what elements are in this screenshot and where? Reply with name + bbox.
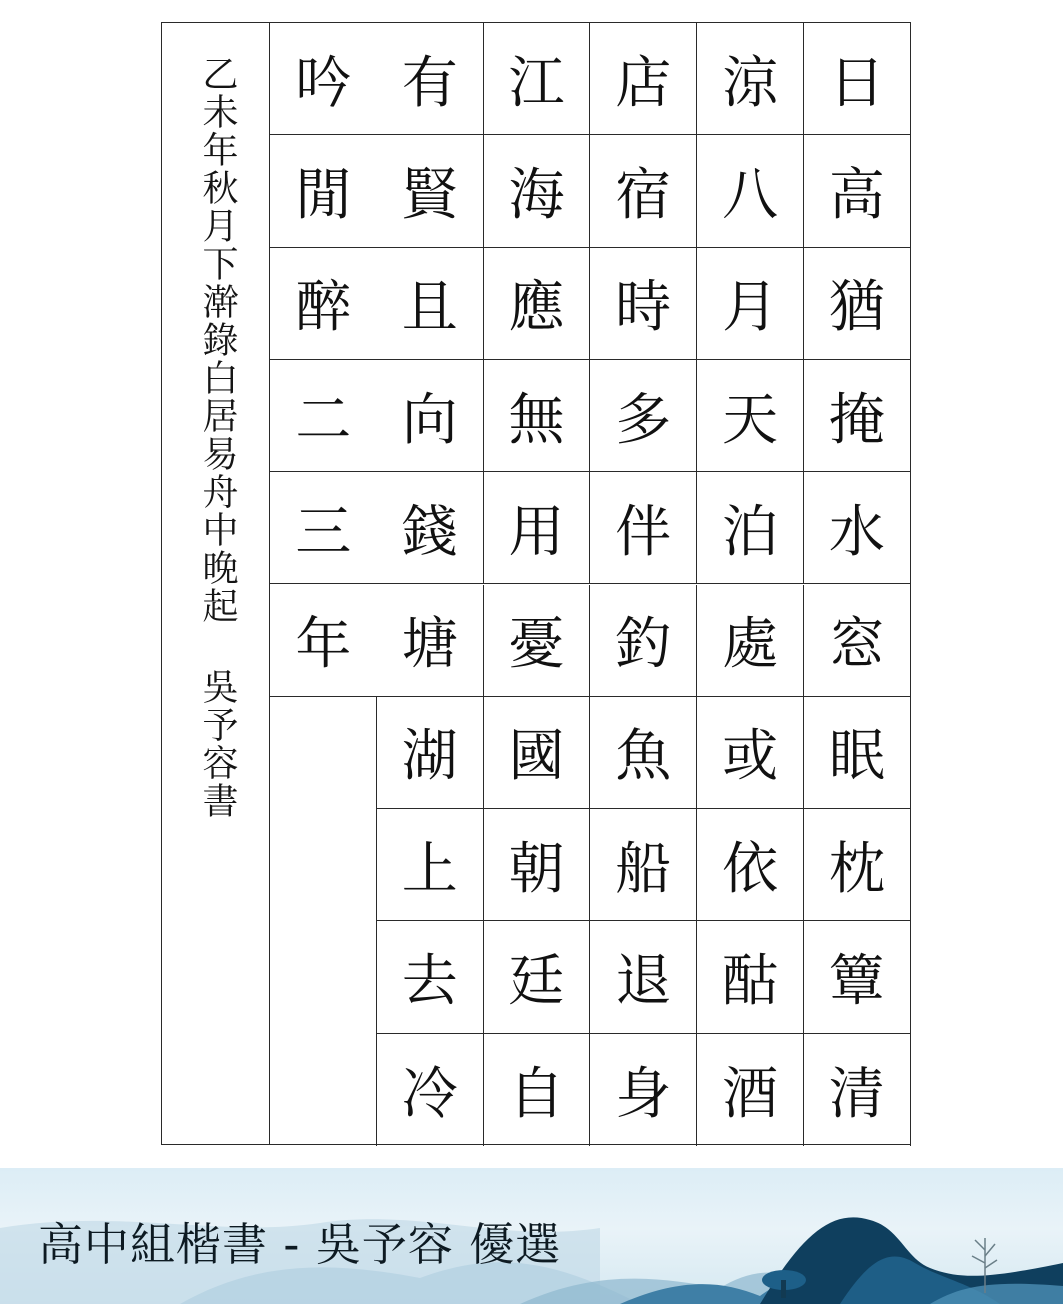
character-cell: 酤 — [697, 921, 804, 1033]
grid-column — [484, 23, 591, 1146]
character-cell: 涼 — [697, 23, 804, 135]
character-cell: 眠 — [804, 697, 911, 809]
character-cell: 塘 — [377, 585, 484, 697]
character-cell: 依 — [697, 809, 804, 921]
title-banner — [0, 1168, 1063, 1304]
character-cell: 憂 — [484, 585, 591, 697]
character-cell: 月 — [697, 248, 804, 360]
character-cell: 錢 — [377, 472, 484, 584]
character-cell: 湖 — [377, 697, 484, 809]
character-cell: 身 — [590, 1034, 697, 1146]
character-cell: 且 — [377, 248, 484, 360]
banner-title: 高中組楷書 - 吳予容 優選 — [38, 1218, 562, 1271]
grid-column — [697, 23, 804, 1146]
character-cell: 釣 — [590, 585, 697, 697]
inscription-column — [162, 23, 270, 1144]
inscription-text: 乙未年秋月下澣錄白居易舟中晚起 吳予容書 — [197, 55, 238, 820]
character-cell: 猶 — [804, 248, 911, 360]
empty-cell — [270, 697, 377, 1146]
character-cell: 醉 — [270, 248, 377, 360]
character-cell: 去 — [377, 921, 484, 1033]
character-cell: 掩 — [804, 360, 911, 472]
character-cell: 泊 — [697, 472, 804, 584]
character-cell: 店 — [590, 23, 697, 135]
character-cell: 用 — [484, 472, 591, 584]
character-cell: 吟 — [270, 23, 377, 135]
character-cell: 時 — [590, 248, 697, 360]
character-cell: 枕 — [804, 809, 911, 921]
character-cell: 朝 — [484, 809, 591, 921]
character-cell: 高 — [804, 135, 911, 247]
character-cell: 船 — [590, 809, 697, 921]
character-cell: 閒 — [270, 135, 377, 247]
character-cell: 伴 — [590, 472, 697, 584]
character-cell: 魚 — [590, 697, 697, 809]
character-cell: 退 — [590, 921, 697, 1033]
character-cell: 國 — [484, 697, 591, 809]
character-cell: 賢 — [377, 135, 484, 247]
character-cell: 向 — [377, 360, 484, 472]
character-cell: 有 — [377, 23, 484, 135]
character-cell: 水 — [804, 472, 911, 584]
character-cell: 處 — [697, 585, 804, 697]
character-cell: 天 — [697, 360, 804, 472]
character-cell: 自 — [484, 1034, 591, 1146]
character-cell: 二 — [270, 360, 377, 472]
character-cell: 清 — [804, 1034, 911, 1146]
grid-column — [270, 23, 377, 1146]
grid-column — [804, 23, 911, 1146]
character-cell: 宿 — [590, 135, 697, 247]
grid-column — [590, 23, 697, 1146]
character-cell: 江 — [484, 23, 591, 135]
character-cell: 無 — [484, 360, 591, 472]
character-cell: 八 — [697, 135, 804, 247]
character-cell: 上 — [377, 809, 484, 921]
character-cell: 窓 — [804, 585, 911, 697]
grid-column — [377, 23, 484, 1146]
calligraphy-sheet — [161, 22, 911, 1145]
character-cell: 酒 — [697, 1034, 804, 1146]
character-cell: 冷 — [377, 1034, 484, 1146]
character-cell: 多 — [590, 360, 697, 472]
character-cell: 海 — [484, 135, 591, 247]
character-cell: 簟 — [804, 921, 911, 1033]
character-cell: 三 — [270, 472, 377, 584]
character-cell: 應 — [484, 248, 591, 360]
character-cell: 或 — [697, 697, 804, 809]
character-grid — [270, 23, 910, 1144]
character-cell: 年 — [270, 585, 377, 697]
character-cell: 廷 — [484, 921, 591, 1033]
character-cell: 日 — [804, 23, 911, 135]
